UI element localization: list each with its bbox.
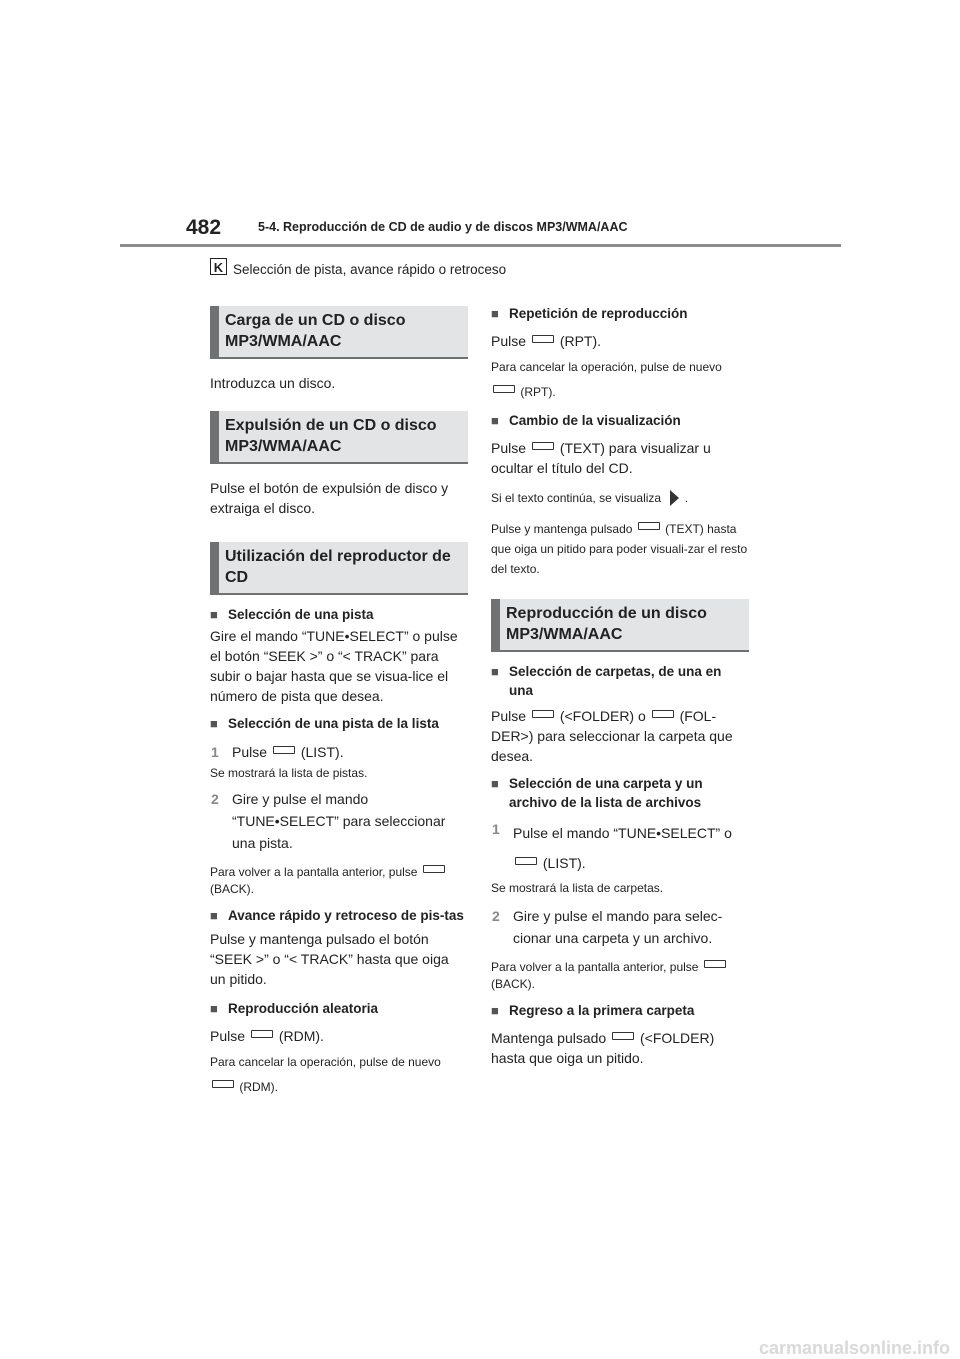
note-text: (TEXT) hasta que oiga un pitido para poder visuali-zar el resto del texto.: [491, 522, 748, 576]
step-2: [210, 788, 468, 854]
step-number: 2: [211, 791, 219, 807]
body-text: (<FOLDER) o: [559, 708, 646, 724]
page-number: 482: [186, 216, 222, 239]
body-text: (RPT).: [559, 333, 602, 349]
repeat-note: Para cancelar la operación, pulse de nuevo: [491, 360, 722, 374]
first-folder-text: [491, 1028, 749, 1068]
step-text: Pulse el mando “TUNE•SELECT” o: [513, 825, 732, 841]
rpt-button-icon: [493, 385, 515, 393]
body-text: (<FOLDER) hasta que oiga un pitido.: [491, 1030, 715, 1066]
random-text: [210, 1026, 468, 1046]
note-text: (RPT).: [520, 385, 556, 399]
note-text: Si el texto continúa, se visualiza: [491, 491, 662, 505]
back-button-icon: [704, 960, 726, 968]
heading-folders-one-by-one: ■ Selección de carpetas, de una en una: [491, 662, 749, 700]
step-text: (LIST).: [300, 744, 344, 760]
select-track-text: Gire el mando “TUNE•SELECT” o pulse el botón “SEEK >” o “< TRACK” para subir o bajar hasta que se visua-lice el número de pista que desea.: [210, 628, 458, 704]
random-note: Para cancelar la operación, pulse de nuevo: [210, 1055, 441, 1069]
right-column: [491, 304, 749, 1068]
eject-text: Pulse el botón de expulsión de disco y extraiga el disco.: [210, 480, 449, 516]
heading-select-from-list: ■ Selección de una pista de la lista: [210, 714, 468, 733]
heading-random: ■ Reproducción aleatoria: [210, 999, 468, 1018]
step-text: (LIST).: [542, 855, 586, 871]
step-text: Pulse: [232, 744, 268, 760]
rdm-button-icon: [212, 1080, 234, 1088]
step-number: 1: [492, 821, 500, 837]
note-text: (BACK).: [210, 882, 255, 896]
fast-forward-text: Pulse y mantenga pulsado el botón “SEEK >” o “< TRACK” hasta que oiga un pitido.: [210, 931, 449, 987]
back-note: [210, 864, 468, 898]
folder-prev-button-icon: [612, 1032, 634, 1040]
folder-next-button-icon: [652, 710, 674, 718]
continue-arrow-icon: [670, 490, 679, 506]
body-text: Mantenga pulsado: [491, 1030, 607, 1046]
text-button-icon: [638, 522, 660, 530]
step-text: Gire y pulse el mando para selec-cionar una carpeta y un archivo.: [513, 908, 723, 946]
heading-fast-forward: ■ Avance rápido y retroceso de pis-tas: [210, 906, 468, 925]
text-hold-note: [491, 519, 749, 579]
random-note-2: [210, 1079, 468, 1096]
text-continue-note: [491, 490, 749, 507]
chapter-title: 5-4. Reproducción de CD de audio y de discos MP3/WMA/AAC: [258, 220, 628, 234]
step-number: 1: [211, 744, 219, 760]
heading-display-change: ■ Cambio de la visualización: [491, 411, 749, 430]
body-text: Pulse: [491, 708, 527, 724]
list-button-icon: [515, 857, 537, 865]
repeat-text: [491, 331, 749, 351]
marker-caption: Selección de pista, avance rápido o retroceso: [233, 262, 507, 277]
body-text: (RDM).: [278, 1028, 324, 1044]
text-button-icon: [532, 442, 554, 450]
heading-first-folder: ■ Regreso a la primera carpeta: [491, 1001, 749, 1020]
step-note: Se mostrará la lista de pistas.: [210, 766, 368, 780]
heading-repeat: ■ Repetición de reproducción: [491, 304, 749, 323]
step-text: Gire y pulse el mando “TUNE•SELECT” para seleccionar una pista.: [232, 791, 446, 851]
back-button-icon: [423, 865, 445, 873]
section-title-eject: Expulsión de un CD o disco MP3/WMA/AAC: [210, 411, 468, 464]
section-title-player: Utilización del reproductor de CD: [210, 542, 468, 595]
step-1: [491, 818, 749, 878]
watermark: carmanualsonline.info: [758, 1338, 950, 1358]
step-1: [210, 741, 468, 763]
body-text: Pulse: [491, 440, 527, 456]
body-text: Pulse: [491, 333, 527, 349]
body-text: (FOL-DER>) para seleccionar la carpeta que desea.: [491, 708, 733, 764]
section-title-load: Carga de un CD o disco MP3/WMA/AAC: [210, 306, 468, 359]
note-text: .: [684, 491, 689, 505]
rdm-button-icon: [251, 1030, 273, 1038]
heading-select-track: ■ Selección de una pista: [210, 605, 468, 624]
step-number: 2: [492, 908, 500, 924]
note-text: (BACK).: [491, 977, 536, 991]
note-text: Para volver a la pantalla anterior, pulse: [491, 960, 699, 974]
note-text: Para volver a la pantalla anterior, pulse: [210, 865, 418, 879]
body-text: (TEXT) para visualizar u ocultar el título del CD.: [491, 440, 711, 476]
note-text: Pulse y mantenga pulsado: [491, 522, 633, 536]
left-column: [210, 306, 468, 1096]
illustration-marker: K: [210, 258, 227, 275]
back-note: [491, 959, 749, 993]
section-title-mp3: Reproducción de un disco MP3/WMA/AAC: [491, 599, 749, 652]
display-change-text: [491, 438, 749, 478]
note-text: (RDM).: [239, 1080, 278, 1094]
folder-prev-button-icon: [532, 710, 554, 718]
load-text: Introduzca un disco.: [210, 375, 336, 391]
step-2: [491, 905, 749, 949]
body-text: Pulse: [210, 1028, 246, 1044]
rpt-button-icon: [532, 335, 554, 343]
repeat-note-2: [491, 384, 749, 401]
list-button-icon: [273, 746, 295, 754]
step-note: Se mostrará la lista de carpetas.: [491, 881, 664, 895]
heading-folder-file-list: ■ Selección de una carpeta y un archivo de la lista de archivos: [491, 774, 749, 812]
folders-text: [491, 706, 749, 766]
header-divider: [120, 244, 841, 247]
